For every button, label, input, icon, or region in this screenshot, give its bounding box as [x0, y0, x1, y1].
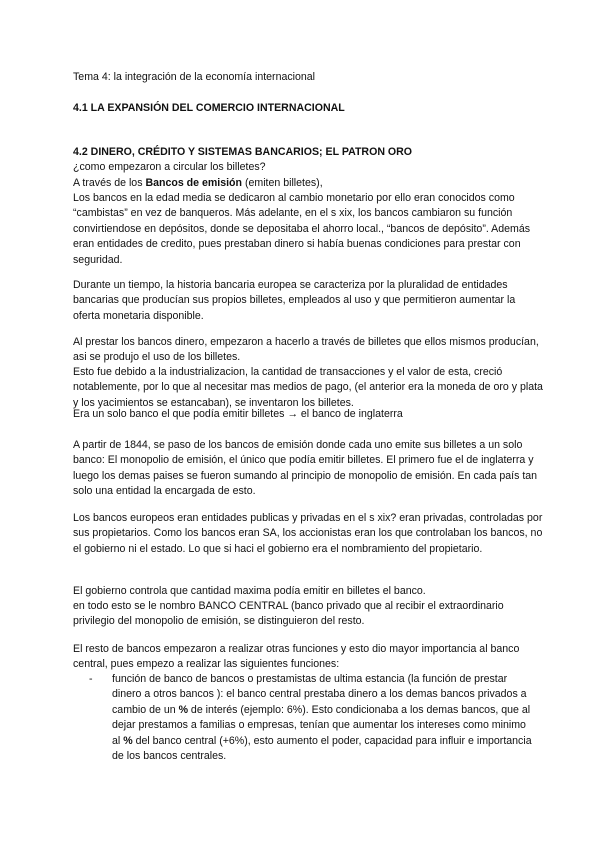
bullet-dash: - — [89, 673, 93, 685]
paragraph-bancos-emision — [73, 176, 543, 191]
paragraph-industrializacion: Esto fue debido a la industrializacion, la cantidad de transacciones y el valor de esta, creció notablemente, por lo que al necesitar mas medios de pago, (el anterior era la moneda de oro y plata y los yacimientos se estancaban), se inventaron los billetes. — [73, 366, 543, 409]
paragraph-banco-inglaterra: Era un solo banco el que podía emitir billetes → el banco de inglaterra — [73, 408, 403, 420]
list-item-text — [112, 672, 532, 764]
paragraph-edad-media: Los bancos en la edad media se dedicaron al cambio monetario por ello eran conocidos como “cambistas” en vez de banqueros. Más adelante, en el s xix, los bancos cambiaron su función convirtiendose en depósitos, donde se depositaba el ahorro local., “bancos de depósito”. Además eran entidades de credito, pues prestaban dinero si había buenas condiciones para prestar con seguridad. — [73, 192, 531, 266]
question-line: ¿como empezaron a circular los billetes? — [73, 161, 266, 173]
bold-term: Bancos de emisión — [145, 177, 242, 189]
text-span: de interés (ejemplo: 6%). Esto condicionaba a los demas bancos, que al dejar prestamos a familias o empresas, tenían que aumentar los intereses como minimo al — [112, 703, 531, 747]
paragraph-historia-bancaria: Durante un tiempo, la historia bancaria europea se caracteriza por la pluralidad de entidades bancarias que producían sus propios billetes, empleados al uso y que permitieron aumentar la oferta monetaria disponible. — [73, 279, 516, 322]
paragraph-bancos-europeos: Los bancos europeos eran entidades publicas y privadas en el s xix? eran privadas, controladas por sus propietarios. Como los bancos eran SA, los accionistas eran los que controlaban los bancos, no el gobierno ni el estado. Lo que si haci el gobierno era el nombramiento del propietario. — [73, 512, 543, 555]
bold-percent: % — [178, 703, 188, 716]
bold-percent: % — [123, 734, 133, 747]
text-span: (emiten billetes), — [242, 177, 323, 189]
paragraph-resto-bancos: El resto de bancos empezaron a realizar otras funciones y esto dio mayor importancia al banco central, pues empezo a realizar las siguientes funciones: — [73, 643, 520, 671]
document-title: Tema 4: la integración de la economía internacional — [73, 71, 316, 83]
text-span: función de banco de bancos o prestamistas de ultima estancia (la función de prestar dinero a otros bancos ): el banco central prestaba dinero a los demas bancos privados a cambio de un — [112, 673, 527, 716]
paragraph-banco-central: en todo esto se le nombro BANCO CENTRAL (banco privado que al recibir el extraordinario privilegio del monopolio de emisión, se distinguieron del resto. — [73, 600, 504, 628]
text-span: del banco central (+6%), esto aumento el poder, capacidad para influir e importancia de los bancos centrales. — [112, 734, 532, 763]
paragraph-gobierno: El gobierno controla que cantidad maxima podía emitir en billetes el banco. — [73, 585, 426, 597]
paragraph-1844: A partir de 1844, se paso de los bancos de emisión donde cada uno emite sus billetes a un solo banco: El monopolio de emisión, el único que podía emitir billetes. El primero fue el de inglaterra y luego los demas paises se fueron sumando al principio de monopolio de emisión. En cada país tan solo una entidad la encargada de esto. — [73, 439, 538, 498]
section-heading-4-1: 4.1 LA EXPANSIÓN DEL COMERCIO INTERNACIONAL — [73, 102, 345, 114]
text-span: A través de los — [73, 177, 146, 189]
paragraph-prestar-dinero: Al prestar los bancos dinero, empezaron a hacerlo a través de billetes que ellos mismos producían, asi se produjo el uso de los billetes. — [73, 336, 539, 364]
section-heading-4-2: 4.2 DINERO, CRÉDITO Y SISTEMAS BANCARIOS; EL PATRON ORO — [73, 146, 413, 158]
